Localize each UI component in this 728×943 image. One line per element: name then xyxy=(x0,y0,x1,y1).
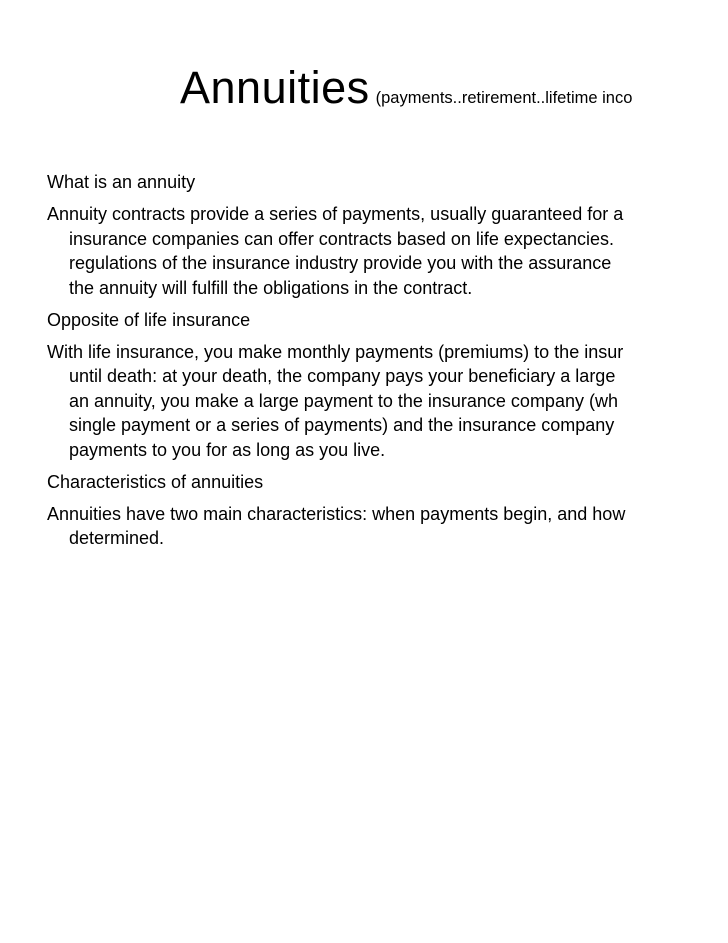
text-line: the annuity will fulfill the obligations in the contract. xyxy=(69,277,473,298)
text-line: determined. xyxy=(69,528,165,548)
text-line: regulations of the insurance industry provide you with the assurance xyxy=(69,253,612,273)
slide-title xyxy=(180,62,632,114)
text-line: Annuities have two main characteristics: when payments begin, and how xyxy=(47,503,626,524)
text-line: until death: at your death, the company pays your beneficiary a large xyxy=(69,366,616,386)
paragraph-life-insurance xyxy=(47,340,728,463)
text-line: Annuity contracts provide a series of payments, usually guaranteed for a xyxy=(47,204,624,224)
heading-what-is-annuity xyxy=(47,170,728,195)
text-line: Characteristics of annuities xyxy=(47,471,264,492)
paragraph-characteristics xyxy=(47,502,728,551)
title-main: Annuities xyxy=(180,62,370,113)
heading-opposite-life-insurance xyxy=(47,308,728,333)
heading-characteristics xyxy=(47,470,728,495)
text-line: single payment or a series of payments) and the insurance company xyxy=(69,415,615,435)
text-line: Opposite of life insurance xyxy=(47,309,251,330)
text-line: What is an annuity xyxy=(47,172,196,192)
text-line: With life insurance, you make monthly payments (premiums) to the insur xyxy=(47,341,624,362)
text-line: insurance companies can offer contracts based on life expectancies. xyxy=(69,228,614,249)
text-line: an annuity, you make a large payment to the insurance company (wh xyxy=(69,390,618,411)
text-line: payments to you for as long as you live. xyxy=(69,439,386,460)
slide-body xyxy=(47,170,728,551)
title-subtitle: (payments..retirement..lifetime inco xyxy=(375,89,633,107)
paragraph-annuity-contracts xyxy=(47,202,728,300)
